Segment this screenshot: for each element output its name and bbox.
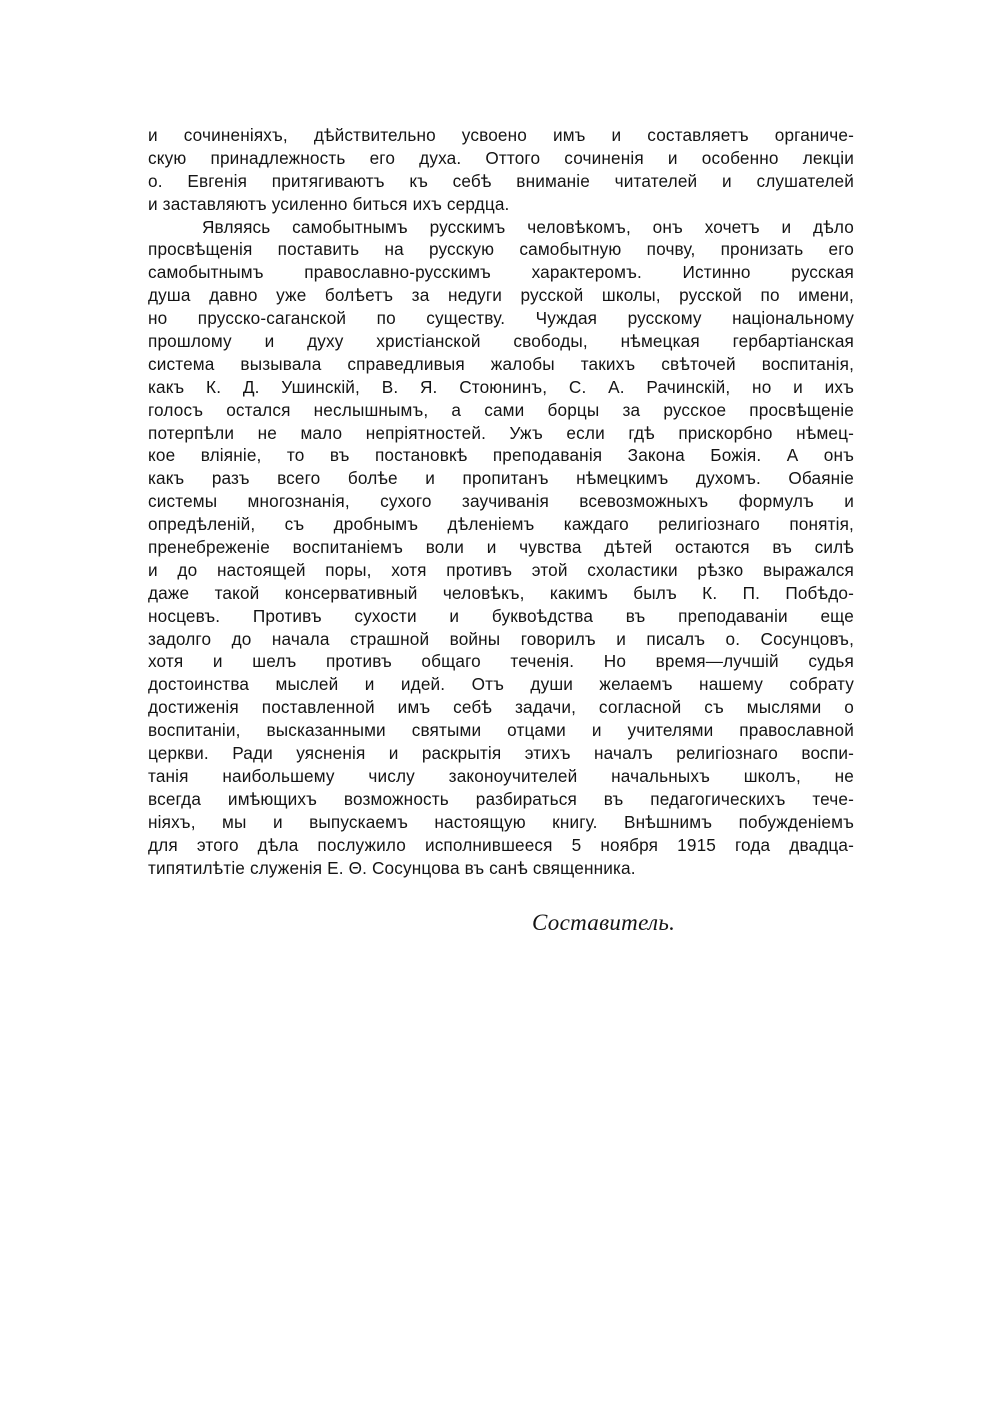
- text-line: системы многознанія, сухого заучиванія всевозможныхъ формулъ и: [148, 491, 854, 512]
- text-line: достиженія поставленной имъ себѣ задачи, согласной съ мыслями о: [148, 697, 854, 718]
- text-line: хотя и шелъ противъ общаго теченія. Но время—лучшій судья: [148, 651, 854, 672]
- text-line: о. Евгенія притягиваютъ къ себѣ вниманіе читателей и слушателей: [148, 170, 854, 191]
- text-line: пренебреженіе воспитаніемъ воли и чувства дѣтей остаются въ силѣ: [148, 537, 854, 558]
- text-line: система вызывала справедливыя жалобы такихъ свѣточей воспитанія,: [148, 353, 854, 374]
- signature: Составитель.: [532, 910, 676, 935]
- text-line: танія наибольшему числу законоучителей начальныхъ школъ, не: [148, 765, 854, 786]
- text-line: и до настоящей поры, хотя противъ этой схоластики рѣзко выражался: [148, 559, 854, 580]
- text-line: типятилѣтіе служенія Е. Θ. Сосунцова въ санѣ священника.: [148, 857, 636, 878]
- text-line: потерпѣли не мало непріятностей. Ужъ если гдѣ прискорбно нѣмец-: [148, 422, 854, 443]
- text-line: для этого дѣла послужило исполнившееся 5 ноября 1915 года двадца-: [148, 834, 854, 855]
- text-line: голосъ остался неслышнымъ, а сами борцы за русское просвѣщеніе: [148, 399, 854, 420]
- text-line: церкви. Ради уясненія и раскрытія этихъ началъ религіознаго воспи-: [148, 743, 854, 764]
- text-line: носцевъ. Противъ сухости и буквоѣдства въ преподаваніи еще: [148, 605, 854, 626]
- text-line: самобытнымъ православно-русскимъ характеромъ. Истинно русская: [148, 262, 854, 283]
- text-line: даже такой консервативный человѣкъ, какимъ былъ К. П. Побѣдо-: [148, 582, 854, 603]
- text-line: но прусско-саганской по существу. Чуждая русскому національному: [148, 308, 854, 329]
- text-line: душа давно уже болѣетъ за недуги русской школы, русской по имени,: [148, 285, 854, 306]
- text-line: какъ разъ всего болѣе и пропитанъ нѣмецкимъ духомъ. Обаяніе: [148, 468, 854, 489]
- text-line: Являясь самобытнымъ русскимъ человѣкомъ, онъ хочетъ и дѣло: [202, 216, 854, 237]
- text-line: и заставляютъ усиленно биться ихъ сердца.: [148, 193, 510, 214]
- text-line: прошлому и духу христіанской свободы, нѣмецкая гербартіанская: [148, 331, 854, 352]
- text-line: скую принадлежность его духа. Оттого сочиненія и особенно лекціи: [148, 147, 854, 168]
- text-line: ніяхъ, мы и выпускаемъ настоящую книгу. Внѣшнимъ побужденіемъ: [148, 811, 854, 832]
- text-line: опредѣленій, съ дробнымъ дѣленіемъ каждаго религіознаго понятія,: [148, 514, 854, 535]
- text-line: воспитаніи, высказанными святыми отцами и учителями православной: [148, 720, 854, 741]
- paragraph-1: [148, 124, 854, 216]
- text-line: всегда имѣющихъ возможность разбираться въ педагогическихъ тече-: [148, 788, 854, 809]
- body-text: [148, 124, 854, 879]
- text-line: какъ К. Д. Ушинскій, В. Я. Стоюнинъ, С. А. Рачинскій, но и ихъ: [148, 376, 854, 397]
- text-line: достоинства мыслей и идей. Отъ души желаемъ нашему собрату: [148, 674, 854, 695]
- text-line: просвѣщенія поставить на русскую самобытную почву, пронизать его: [148, 239, 854, 260]
- paragraph-2: [148, 216, 854, 880]
- text-line: и сочиненіяхъ, дѣйствительно усвоено имъ и составляетъ органиче-: [148, 125, 854, 145]
- text-line: задолго до начала страшной войны говорилъ и писалъ о. Сосунцовъ,: [148, 628, 854, 649]
- text-line: кое вліяніе, то въ постановкѣ преподаванія Закона Божія. А онъ: [148, 445, 854, 466]
